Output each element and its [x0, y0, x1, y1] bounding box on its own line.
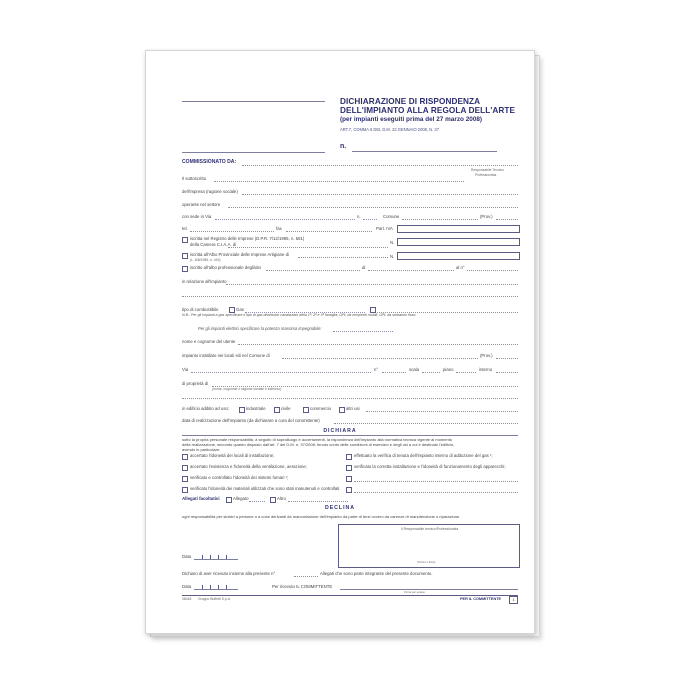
- check-extra-1-field[interactable]: [354, 481, 518, 482]
- albo-n-field[interactable]: [397, 252, 520, 260]
- camera-ciaa-field[interactable]: [228, 247, 388, 248]
- albo-artigiane-checkbox[interactable]: [182, 253, 188, 259]
- partita-iva-label: Part. IVA: [376, 226, 393, 231]
- tipo-combustibile-label: tipo di combustibile: [182, 307, 219, 312]
- in-relazione-label: in relazione all'impianto: [182, 279, 227, 284]
- ricevuto-label: Per ricevuto IL COMMITTENTE: [272, 584, 333, 589]
- check-locali-label: accertato l'idoneità dei locali di installazione;: [190, 453, 275, 458]
- data-field-1[interactable]: [194, 559, 238, 560]
- albo-n-label: N.: [390, 254, 395, 259]
- check-installazione-label: verificato la corretta installazione e l'idoneità di funzionamento degli apparecchi;: [354, 464, 506, 469]
- number-label: n.: [340, 143, 347, 150]
- prov2-field[interactable]: [496, 358, 518, 359]
- via-field[interactable]: [191, 372, 371, 373]
- albo-professionale-label: iscritto all'albo professionale degli/dei: [190, 265, 261, 270]
- prov-field[interactable]: [496, 219, 518, 220]
- impresa-field[interactable]: [242, 194, 518, 195]
- fax-label: fax: [276, 226, 282, 231]
- potenza-field[interactable]: [333, 331, 393, 332]
- commissionato-label: COMMISSIONATO DA:: [182, 159, 237, 165]
- sede-via-field[interactable]: [215, 219, 355, 220]
- check-ventilazione[interactable]: [182, 465, 188, 471]
- sottoscritto-field[interactable]: [214, 181, 464, 182]
- check-materiali[interactable]: [182, 487, 188, 493]
- comune-field[interactable]: [402, 219, 478, 220]
- data-field-2[interactable]: [194, 589, 238, 590]
- proprieta-note: (nome, cognome o ragione sociale e indirizzo): [212, 387, 282, 391]
- interno-field[interactable]: [496, 372, 518, 373]
- installato-label: impianto installato nei locali siti nel Comune di: [182, 353, 270, 358]
- responsabile-signature-box[interactable]: [338, 524, 520, 568]
- committente-signature-line[interactable]: [340, 589, 518, 590]
- proprieta-field-2[interactable]: [182, 398, 518, 399]
- in-relazione-field[interactable]: [226, 284, 518, 285]
- impresa-label: dell'impresa (ragione sociale): [182, 189, 238, 194]
- albo-professionale-field[interactable]: [266, 270, 360, 271]
- allegato-checkbox[interactable]: [226, 497, 232, 503]
- scala-field[interactable]: [422, 372, 440, 373]
- title-line-1: DICHIARAZIONE DI RISPONDENZA: [340, 97, 481, 106]
- timbro-label: (Timbro e firma): [417, 561, 436, 564]
- check-extra-2-field[interactable]: [354, 492, 518, 493]
- registro-imprese-checkbox[interactable]: [182, 237, 188, 243]
- dichiaro-label: Dichiaro di aver ricevuto insieme alla presente n°: [182, 571, 276, 576]
- title-line-2: DELL'IMPIANTO ALLA REGOLA DELL'ARTE: [340, 106, 516, 115]
- check-fumari[interactable]: [182, 476, 188, 482]
- check-ventilazione-label: accertato l'esistenza e l'idoneità della ventilazione, aerazione;: [190, 464, 308, 469]
- camera-ciaa-label: della Camera C.I.A.A. di: [190, 242, 237, 247]
- edificio-label: in edificio adibito ad uso:: [182, 406, 230, 411]
- partita-iva-field[interactable]: [397, 225, 520, 233]
- sottoscritto-label: Il sottoscritto: [182, 176, 207, 181]
- installato-field[interactable]: [282, 358, 478, 359]
- registro-n-label: N.: [390, 240, 395, 245]
- altro-label: Altro: [277, 496, 286, 501]
- allegati-label: Allegati facoltativi: [182, 496, 220, 501]
- check-installazione[interactable]: [346, 465, 352, 471]
- data-realizzazione-label: data di realizzazione dell'impianto (da dichiarare a cura del committente): [182, 418, 320, 423]
- responsabile-tecnico-label: Responsabile Tecnico: [471, 168, 504, 172]
- title-line-3: (per impianti eseguiti prima del 27 marzo 2008): [340, 116, 483, 123]
- copy-label: PER IL COMMITTENTE: [460, 597, 502, 601]
- albo-di-label: di: [362, 265, 366, 270]
- in-relazione-field-2[interactable]: [182, 296, 518, 297]
- gas-label: Gas: [236, 307, 244, 312]
- albo-al-n-label: al n°: [456, 265, 465, 270]
- allegato-field[interactable]: [249, 501, 265, 502]
- declina-heading: DECLINA: [324, 505, 356, 511]
- nome-utente-label: nome e cognome del utente: [182, 339, 236, 344]
- uso-altri-label: altri usi: [346, 406, 360, 411]
- albo-di-field[interactable]: [368, 270, 454, 271]
- uso-altri-field[interactable]: [366, 411, 518, 412]
- uso-civile-label: civile: [281, 406, 291, 411]
- scala-label: scala: [409, 367, 420, 372]
- sede-n-field[interactable]: [363, 219, 377, 220]
- uso-altri-checkbox[interactable]: [339, 407, 345, 413]
- dichiara-body-1: sotto la propria personale responsabilità, a seguito di sopralluogo e accertamenti, la rispondenza dell'impianto alla normativa tecnica vigente al momento: [182, 437, 453, 442]
- firma-leggibile-label: Firma per esteso: [404, 590, 425, 594]
- check-extra-1[interactable]: [346, 476, 352, 482]
- dichiara-body-2: della realizzazione, secondo quanto disposto dall'art. 7 del D.M. n. 37/2008, tenuto conto delle condizioni di esercizio e degli usi a cui è destinato l'edificio,: [182, 442, 455, 447]
- allegati-parte-label: Allegati che sono parte integrante del presente documento.: [320, 571, 433, 576]
- albo-al-n-field[interactable]: [467, 270, 518, 271]
- altro-field[interactable]: [288, 501, 348, 502]
- comune-label: Comune: [383, 214, 400, 219]
- check-tenuta-label: effettuato la verifica di tenuta dell'impianto interno di adduzione del gas ¹;: [354, 453, 493, 458]
- dichiaro-n-field[interactable]: [294, 576, 318, 577]
- dichiara-body-3: avendo in particolare:: [182, 447, 221, 452]
- sede-via-label: con sede in Via: [182, 214, 212, 219]
- albo-artigiane-label: iscritta all'Albo Provinciale delle Imprese Artigiane di: [190, 252, 289, 257]
- uso-commercio-checkbox[interactable]: [303, 407, 309, 413]
- fax-field[interactable]: [286, 231, 372, 232]
- numero-label: n°: [374, 367, 379, 372]
- data-realizzazione-field[interactable]: [334, 423, 518, 424]
- tel-field[interactable]: [190, 231, 274, 232]
- via-label: Via: [182, 367, 189, 372]
- nb-note: N.B.: Per gli impianti a gas specificare il tipo di gas distributor canalizzato della 1ª, 2ª e 3ª famiglia; GPL da recipienti mobili; GPL da serbatoio fisso.: [182, 313, 417, 317]
- interno-label: interno: [479, 367, 493, 372]
- uso-industriale-checkbox[interactable]: [239, 407, 245, 413]
- registro-imprese-label: iscritta nel Registro delle Imprese (D.P.R. 7/12/1995, n. 581): [190, 236, 305, 241]
- uso-industriale-label: industriale: [246, 406, 266, 411]
- check-extra-2[interactable]: [346, 487, 352, 493]
- settore-field[interactable]: [228, 207, 518, 208]
- data-label-2: Data: [182, 584, 192, 589]
- altro-checkbox[interactable]: [270, 497, 276, 503]
- form-sheet: [145, 50, 535, 634]
- proprieta-label: di proprietà di: [182, 381, 209, 386]
- uso-civile-checkbox[interactable]: [274, 407, 280, 413]
- prov-label: (Prov.): [480, 214, 493, 219]
- check-materiali-label: verificato l'idoneità dei materiali utilizzati che sono stati manutenuti e controllati: [190, 486, 340, 491]
- tel-label: tel.: [182, 226, 188, 231]
- registro-n-field[interactable]: [397, 238, 520, 246]
- professionista-label: Professionista: [475, 173, 497, 177]
- albo-artigiane-field[interactable]: [298, 257, 388, 258]
- data-label-1: Data: [182, 554, 192, 559]
- settore-label: operante nel settore: [182, 202, 221, 207]
- numero-field[interactable]: [382, 372, 406, 373]
- allegato-label: Allegato: [233, 496, 249, 501]
- copy-number: 1: [509, 596, 518, 604]
- albo-professionale-checkbox[interactable]: [182, 266, 188, 272]
- prov2-label: (Prov.): [480, 353, 493, 358]
- elettrici-note: Per gli impianti elettrici specificare la potenza massima impegnabile:: [198, 326, 322, 331]
- footer-code: 08445: [182, 597, 192, 601]
- sede-n-label: n.: [357, 214, 361, 219]
- footer-company: Gruppo Buffetti S.p.A.: [198, 597, 231, 601]
- check-locali[interactable]: [182, 454, 188, 460]
- dichiara-heading: DICHIARA: [323, 428, 357, 434]
- albo-note: (L. 8/8/1985, n. 443): [190, 258, 221, 262]
- piano-label: piano: [443, 367, 454, 372]
- commissionato-field[interactable]: [242, 165, 518, 166]
- check-fumari-label: verificato e controllato l'idoneità dei sistemi fumari ¹;: [190, 475, 289, 480]
- check-tenuta[interactable]: [346, 454, 352, 460]
- nome-utente-field[interactable]: [238, 344, 518, 345]
- uso-commercio-label: commercio: [310, 406, 332, 411]
- reference-text: ART.7, COMMA 6 DEL D.M. 22 GENNAIO 2008, N. 37: [340, 127, 439, 132]
- declina-body: ogni responsabilità per sinistri a persone o a cose derivanti da manomissione dell'impianto da parte di terzi ovvero da carenze di manutenzione o riparazione.: [182, 514, 461, 519]
- piano-field[interactable]: [456, 372, 476, 373]
- responsabile-box-label: Il Responsabile tecnico/Professionista: [401, 527, 459, 531]
